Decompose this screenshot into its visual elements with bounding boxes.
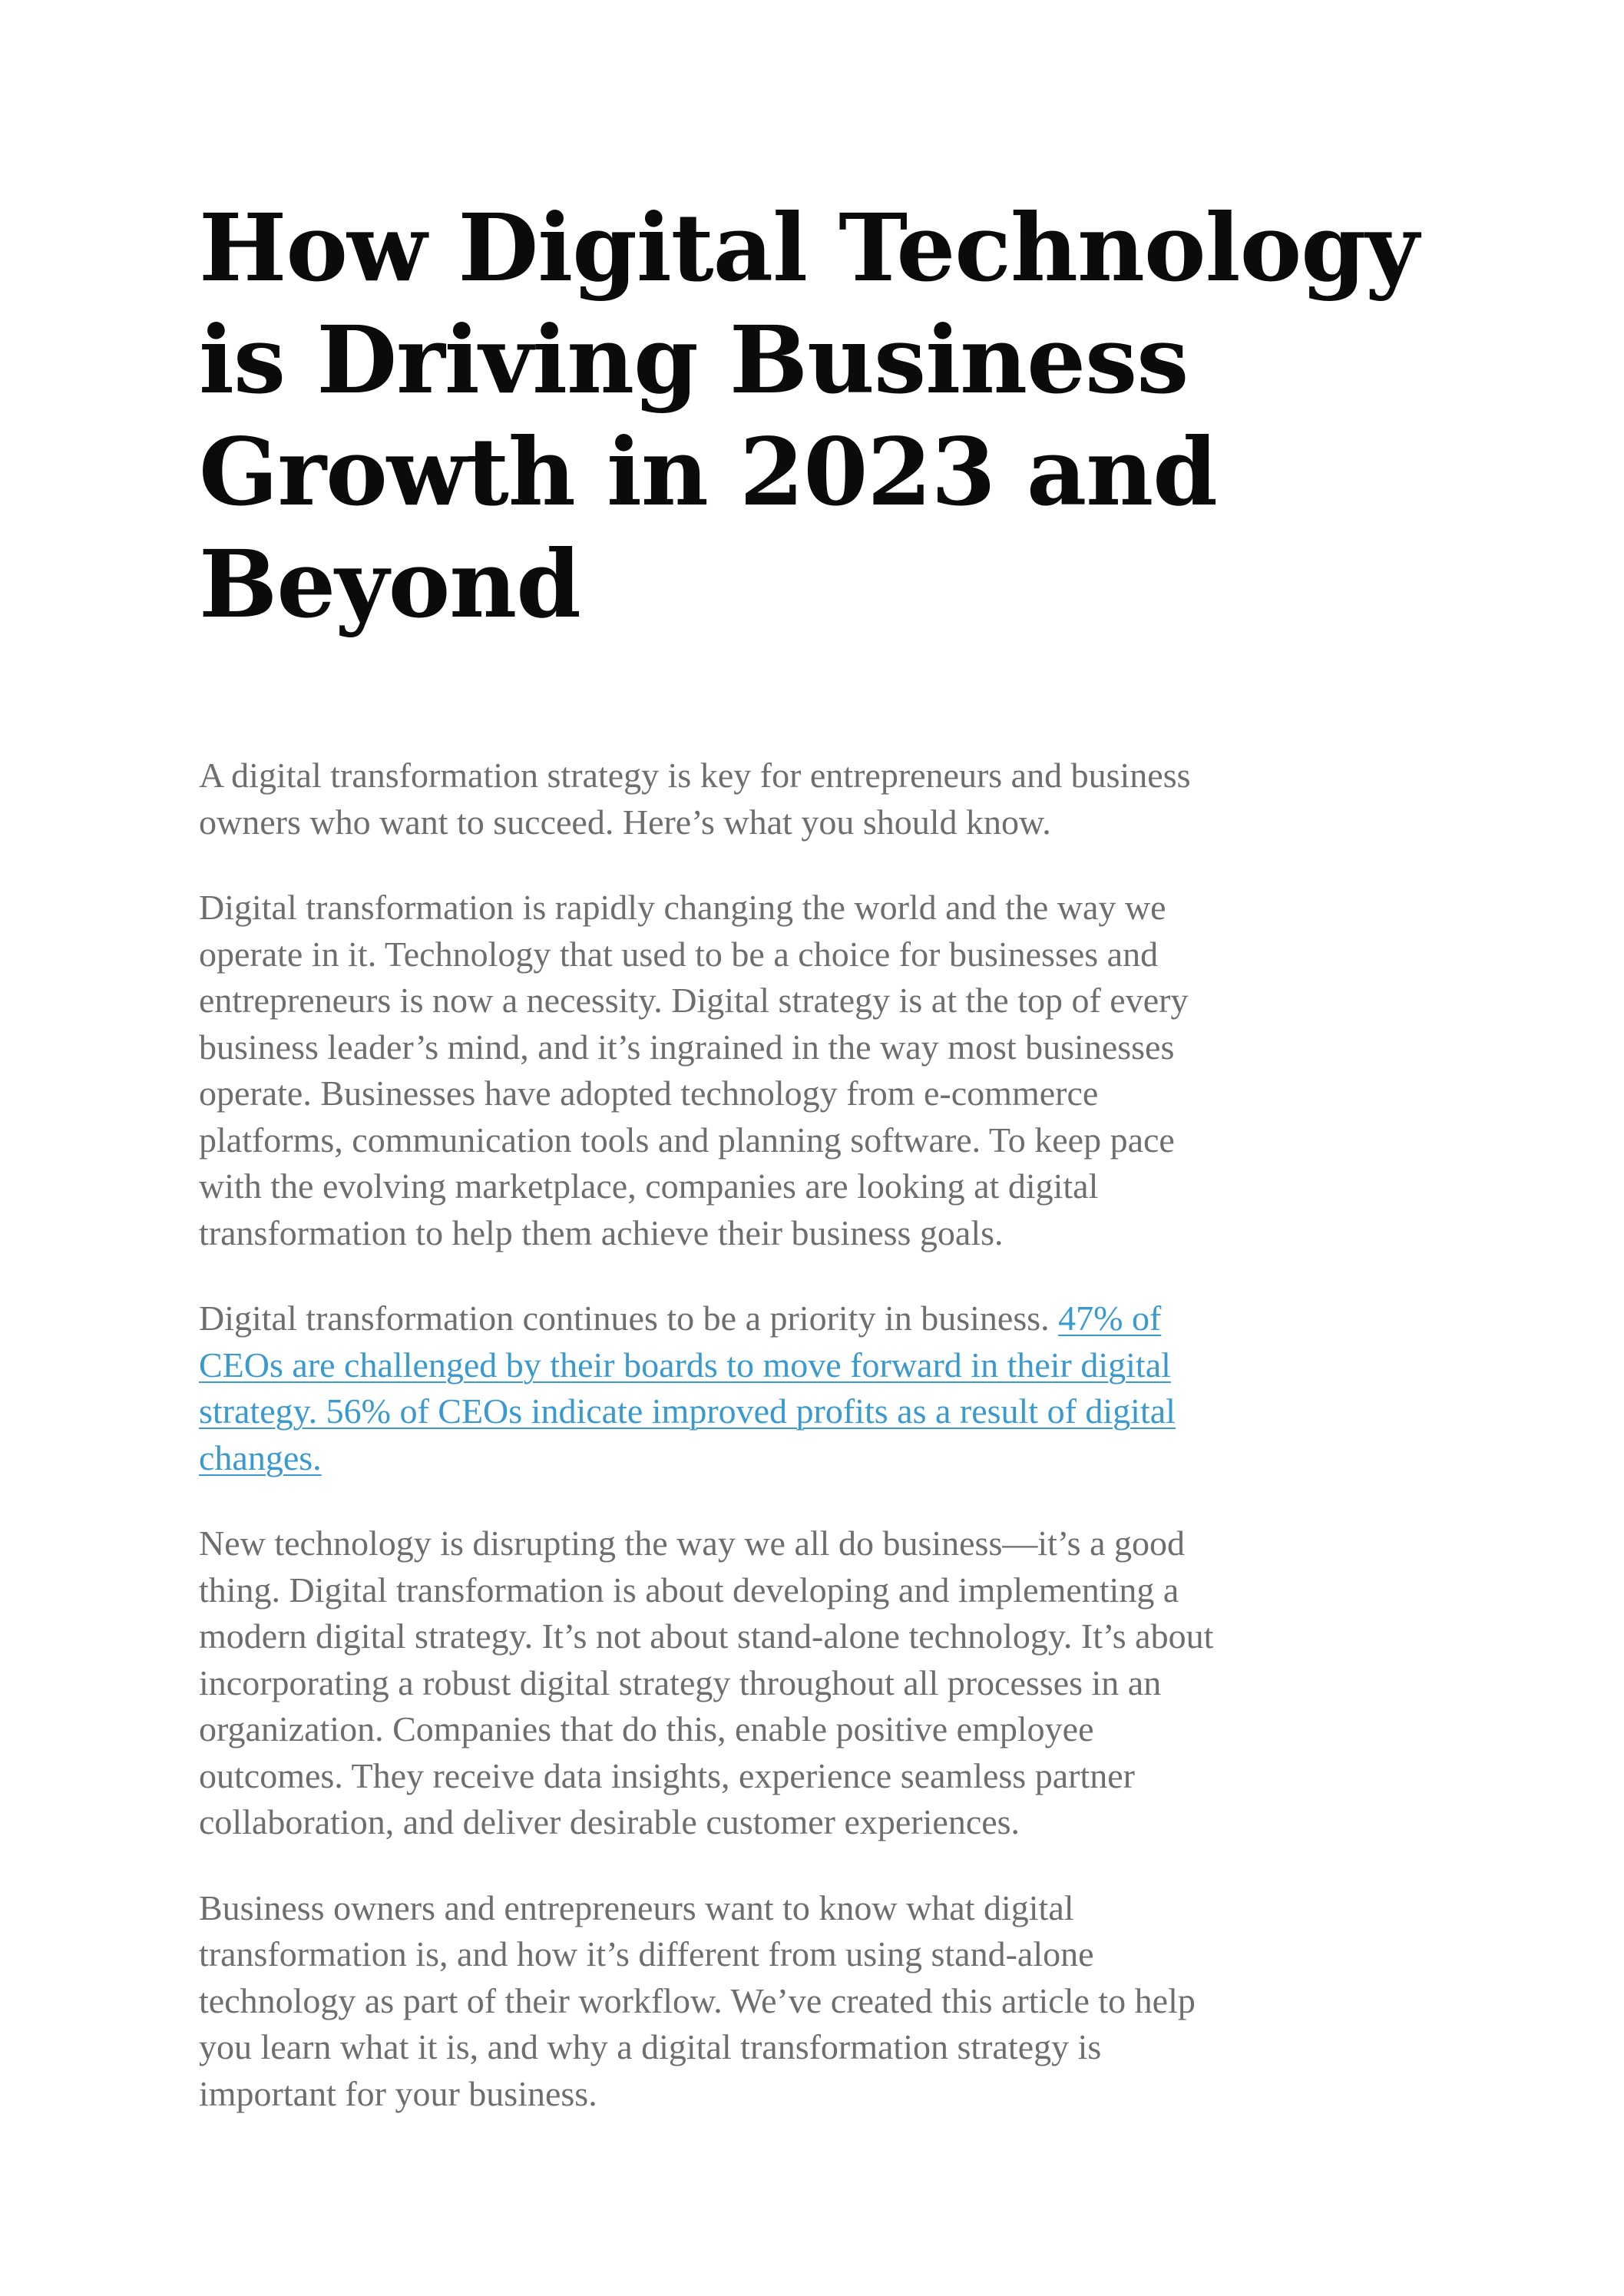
document-page: [199, 192, 1443, 2156]
article-body: [199, 753, 1443, 2117]
paragraph-purpose: Business owners and entrepreneurs want to know what digital transformation is, and how it’s different from using stand-alone technology as part of their workflow. We’ve created this article to help you learn what it is, and why a digital transformation strategy is important for your business.: [199, 1887, 1196, 2113]
paragraph-intro: A digital transformation strategy is key for entrepreneurs and business owners who want to succeed. Here’s what you should know.: [199, 756, 1191, 842]
paragraph-priority-text: Digital transformation continues to be a priority in business.: [199, 1299, 1059, 1338]
paragraph-disruption: New technology is disrupting the way we all do business—it’s a good thing. Digital transformation is about developing and implementing a modern digital strategy. It’s not about stand-alone technology. It’s about incorporating a robust digital strategy throughout all processes in an organization. Companies that do this, enable positive employee outcomes. They receive data insights, experience seamless partner collaboration, and deliver desirable customer experiences.: [199, 1523, 1214, 1841]
ceo-statistics-link[interactable]: 47% of CEOs are challenged by their boards to move forward in their digital strategy. 56% of CEOs indicate improved profits as a result of digital changes.: [199, 1299, 1176, 1477]
paragraph-overview: Digital transformation is rapidly changing the world and the way we operate in it. Technology that used to be a choice for businesses and entrepreneurs is now a necessity. Digital strategy is at the top of every business leader’s mind, and it’s ingrained in the way most businesses operate. Businesses have adopted technology from e-commerce platforms, communication tools and planning software. To keep pace with the evolving marketplace, companies are looking at digital transformation to help them achieve their business goals.: [199, 888, 1189, 1252]
article-title: How Digital Technology is Driving Business Growth in 2023 and Beyond: [199, 193, 1419, 639]
paragraph-priority: [199, 1295, 1443, 1481]
